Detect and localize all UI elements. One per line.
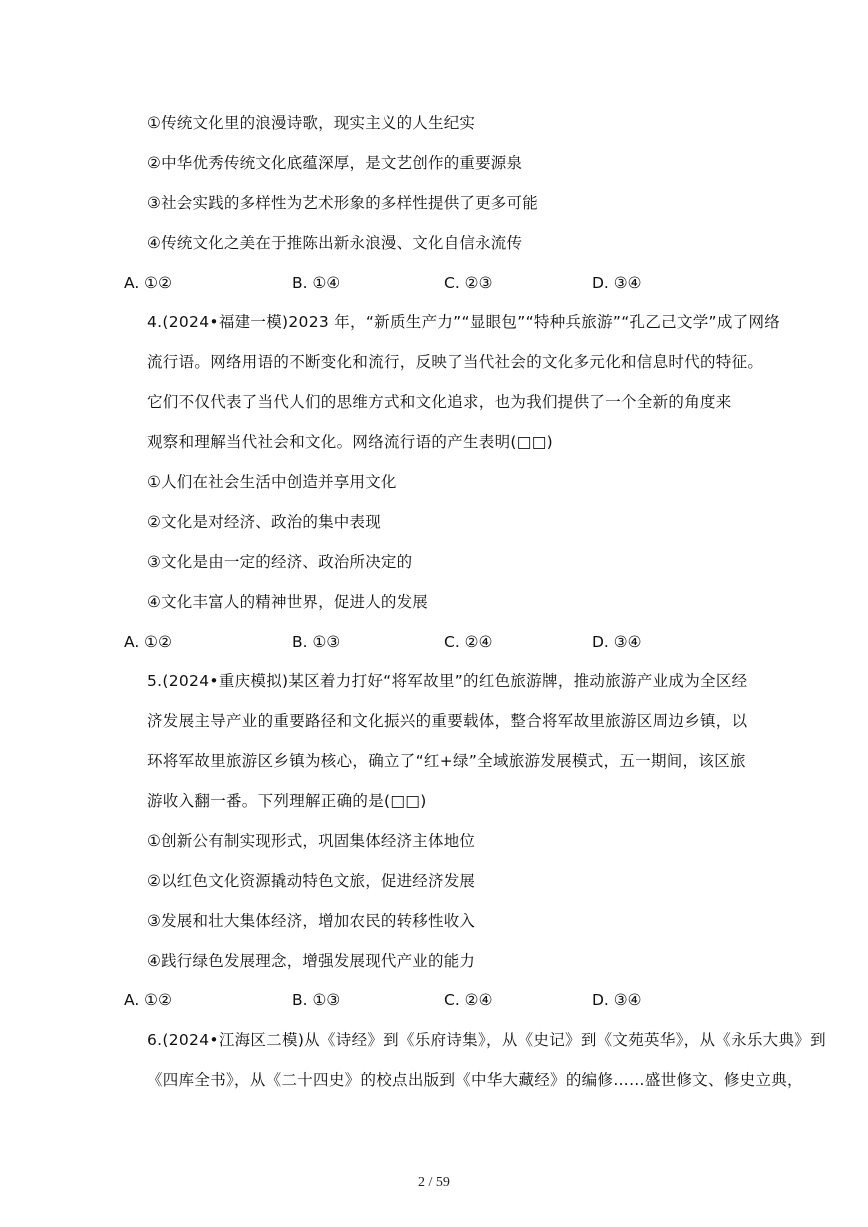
- q4-answer-d: D. ③④: [592, 633, 642, 651]
- q4-stem-line-4: 观察和理解当代社会和文化。网络流行语的产生表明(□□): [147, 433, 553, 451]
- q3-answer-a: A. ①②: [124, 274, 172, 292]
- q4-option-1: ①人们在社会生活中创造并享用文化: [147, 473, 397, 491]
- q5-stem-line-4: 游收入翻一番。下列理解正确的是(□□): [147, 792, 427, 810]
- q3-option-2: ②中华优秀传统文化底蕴深厚，是文艺创作的重要源泉: [147, 154, 523, 172]
- q4-answer-b: B. ①③: [292, 633, 341, 651]
- q3-answer-b: B. ①④: [292, 274, 341, 292]
- q3-answer-c: C. ②③: [444, 274, 493, 292]
- q4-answer-c: C. ②④: [444, 633, 493, 651]
- q5-answer-d: D. ③④: [592, 991, 642, 1009]
- page-number: 2 / 59: [418, 1175, 450, 1190]
- q4-stem-line-3: 它们不仅代表了当代人们的思维方式和文化追求，也为我们提供了一个全新的角度来: [147, 393, 732, 411]
- q4-option-4: ④文化丰富人的精神世界，促进人的发展: [147, 593, 428, 611]
- q3-answer-d: D. ③④: [592, 274, 642, 292]
- q3-answer-choices: [124, 272, 744, 294]
- q4-answer-a: A. ①②: [124, 633, 172, 651]
- q4-option-3: ③文化是由一定的经济、政治所决定的: [147, 553, 413, 571]
- q5-option-2: ②以红色文化资源撬动特色文旅，促进经济发展: [147, 872, 476, 890]
- q5-option-3: ③发展和壮大集体经济，增加农民的转移性收入: [147, 912, 476, 930]
- q5-stem-line-1: 5.(2024•重庆模拟)某区着力打好“将军故里”的红色旅游牌，推动旅游产业成为全区经: [147, 672, 748, 690]
- q5-answer-choices: [124, 989, 744, 1011]
- q3-option-3: ③社会实践的多样性为艺术形象的多样性提供了更多可能: [147, 194, 538, 212]
- q5-stem-line-2: 济发展主导产业的重要路径和文化振兴的重要载体，整合将军故里旅游区周边乡镇，以: [147, 712, 748, 730]
- q3-option-4: ④传统文化之美在于推陈出新永浪漫、文化自信永流传: [147, 234, 523, 252]
- q6-stem-line-1: 6.(2024•江海区二模)从《诗经》到《乐府诗集》，从《史记》到《文苑英华》，从《永乐大典》到: [147, 1031, 826, 1049]
- q5-answer-b: B. ①③: [292, 991, 341, 1009]
- q4-stem-line-1: 4.(2024•福建一模)2023 年，“新质生产力”“显眼包”“特种兵旅游”“孔乙己文学”成了网络: [147, 313, 781, 331]
- q6-stem-line-2: 《四库全书》，从《二十四史》的校点出版到《中华大藏经》的编修……盛世修文、修史立典，: [147, 1071, 803, 1089]
- q4-answer-choices: [124, 631, 744, 653]
- q5-stem-line-3: 环将军故里旅游区乡镇为核心，确立了“红+绿”全域旅游发展模式，五一期间，该区旅: [147, 752, 746, 770]
- q3-option-1: ①传统文化里的浪漫诗歌，现实主义的人生纪实: [147, 114, 476, 132]
- q5-option-1: ①创新公有制实现形式，巩固集体经济主体地位: [147, 832, 476, 850]
- q4-option-2: ②文化是对经济、政治的集中表现: [147, 513, 381, 531]
- q4-stem-line-2: 流行语。网络用语的不断变化和流行，反映了当代社会的文化多元化和信息时代的特征。: [147, 353, 764, 371]
- q5-answer-a: A. ①②: [124, 991, 172, 1009]
- q5-option-4: ④践行绿色发展理念，增强发展现代产业的能力: [147, 952, 476, 970]
- q5-answer-c: C. ②④: [444, 991, 493, 1009]
